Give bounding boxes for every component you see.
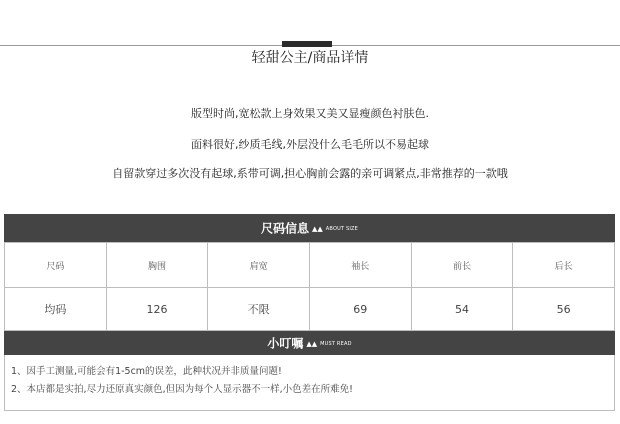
notice-item: 1、因手工测量,可能会有1-5cm的误差，此种状况并非质量问题!	[11, 366, 282, 377]
size-table-cell: 不限	[208, 288, 310, 331]
size-table-header-cell: 后长	[513, 243, 615, 288]
size-table-header-cell: 袖长	[309, 243, 411, 288]
size-info-header	[4, 214, 615, 242]
size-table-row	[5, 288, 615, 331]
size-table-cell: 69	[309, 288, 411, 331]
size-table-cell: 均码	[5, 288, 107, 331]
size-table-header-row	[5, 243, 615, 288]
notice-subtitle: MUST READ	[320, 340, 352, 347]
notice-item: 2、本店都是实拍,尽力还原真实颜色,但因为每个人显示器不一样,小色差在所难免!	[11, 384, 353, 395]
size-table-header-cell: 肩宽	[208, 243, 310, 288]
notice-box	[4, 355, 615, 411]
size-info-title: 尺码信息	[260, 221, 309, 236]
size-table-cell: 126	[106, 288, 208, 331]
triangle-marker-icon: ▲▲	[312, 224, 323, 233]
notice-header	[4, 331, 615, 355]
size-table-cell: 56	[513, 288, 615, 331]
size-table	[4, 242, 615, 331]
description-line-3: 自留款穿过多次没有起球,系带可调,担心胸前会露的亲可调紧点,非常推荐的一款哦	[112, 167, 508, 180]
page-title: 轻甜公主/商品详情	[251, 50, 369, 66]
triangle-marker-icon: ▲▲	[306, 339, 318, 348]
description-line-2: 面料很好,纱质毛线,外层没什么毛毛所以不易起球	[191, 138, 429, 151]
notice-title: 小叮嘱	[267, 336, 304, 351]
size-table-header-cell: 前长	[411, 243, 513, 288]
size-table-header-cell: 尺码	[5, 243, 107, 288]
size-info-subtitle: ABOUT SIZE	[325, 225, 359, 232]
description-line-1: 版型时尚,宽松款上身效果又美又显瘦颜色衬肤色.	[191, 107, 429, 120]
size-table-header-cell: 胸围	[106, 243, 208, 288]
size-table-cell: 54	[411, 288, 513, 331]
divider-accent	[282, 41, 332, 47]
